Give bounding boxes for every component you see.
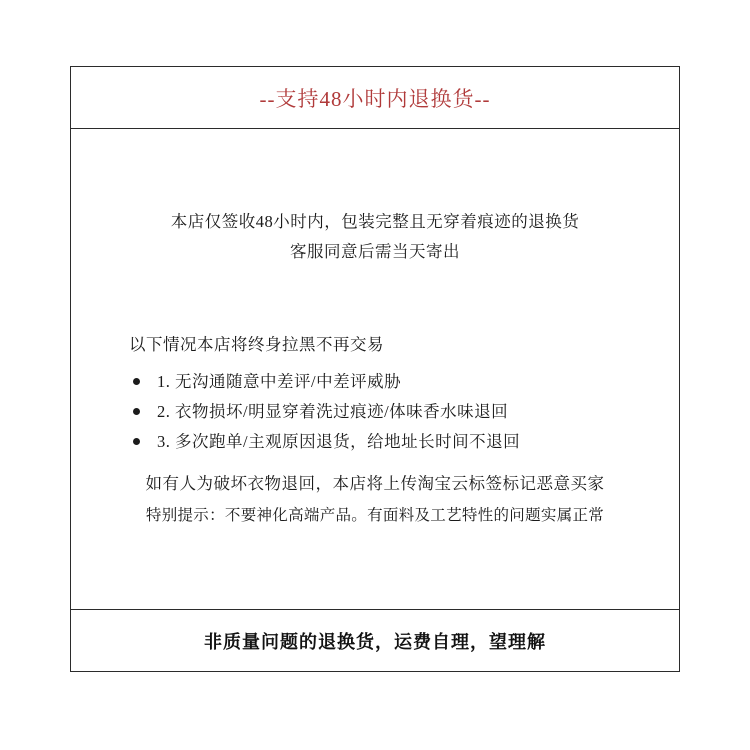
footer-statement: 非质量问题的退换货，运费自理，望理解 (204, 631, 546, 652)
list-item-label: 3. 多次跑单/主观原因退货，给地址长时间不退回 (157, 432, 521, 451)
bullet-dot-icon (133, 438, 140, 445)
return-policy-card (70, 66, 680, 672)
blacklist-heading: 以下情况本店将终身拉黑不再交易 (129, 335, 384, 354)
blacklist-list (97, 367, 653, 457)
intro-block (97, 207, 653, 267)
card-header (71, 67, 679, 129)
card-body (71, 129, 679, 609)
intro-line-2: 客服同意后需当天寄出 (290, 242, 460, 261)
list-item (133, 427, 653, 457)
card-footer (71, 609, 679, 671)
page-title: --支持48小时内退换货-- (259, 86, 491, 111)
bullet-dot-icon (133, 408, 140, 415)
list-item-label: 2. 衣物损坏/明显穿着洗过痕迹/体味香水味退回 (157, 402, 509, 421)
list-item (133, 397, 653, 427)
bullet-dot-icon (133, 378, 140, 385)
note-malicious-buyer: 如有人为破坏衣物退回，本店将上传淘宝云标签标记恶意买家 (145, 474, 605, 493)
note-special-tip: 特别提示：不要神化高端产品。有面料及工艺特性的问题实属正常 (145, 507, 605, 524)
blacklist-section (97, 331, 653, 531)
list-item (133, 367, 653, 397)
list-item-label: 1. 无沟通随意中差评/中差评威胁 (157, 372, 402, 391)
intro-line-1: 本店仅签收48小时内，包装完整且无穿着痕迹的退换货 (170, 212, 580, 231)
